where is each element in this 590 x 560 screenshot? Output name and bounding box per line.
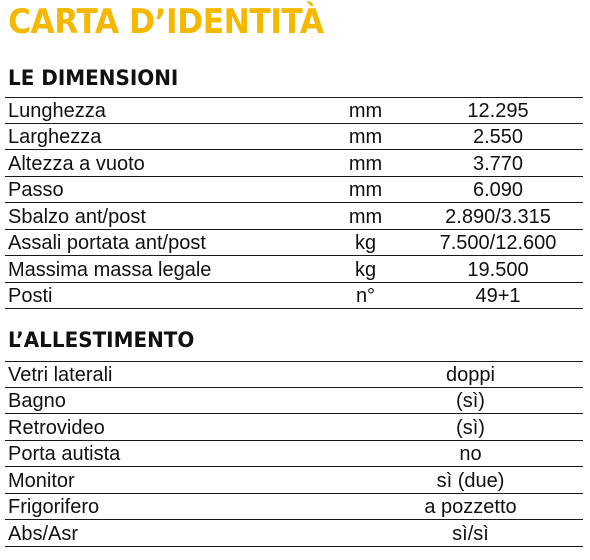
dimensions-table (5, 97, 583, 309)
row-label: Abs/Asr (8, 522, 79, 545)
row-label: Massima massa legale (8, 258, 212, 281)
table-row (5, 361, 583, 388)
row-label: Frigorifero (8, 496, 100, 518)
row-value: 12.295 (467, 99, 529, 122)
table-row (5, 177, 583, 204)
row-label: Sbalzo ant/post (8, 205, 146, 228)
row-label: Bagno (8, 390, 66, 412)
table-row (5, 150, 583, 177)
row-value: (sì) (456, 390, 485, 412)
table-row (5, 97, 583, 124)
row-value: (sì) (456, 416, 485, 439)
table-row (5, 283, 583, 310)
table-row (5, 203, 583, 230)
row-unit: mm (348, 205, 383, 228)
table-row (5, 256, 583, 283)
row-value: 19.500 (467, 258, 529, 281)
row-label: Monitor (8, 469, 75, 492)
row-label: Lunghezza (8, 99, 106, 122)
row-label: Larghezza (8, 126, 102, 148)
row-label: Retrovideo (8, 416, 105, 439)
row-unit: kg (354, 232, 377, 254)
table-row (5, 414, 583, 441)
row-label: Passo (8, 179, 64, 201)
page-title: CARTA D’IDENTITÀ (8, 2, 324, 42)
row-label: Altezza a vuoto (8, 152, 145, 175)
dimensions-heading: LE DIMENSIONI (8, 66, 179, 90)
equipment-table (5, 361, 583, 547)
row-value: 6.090 (472, 179, 524, 201)
row-value: a pozzetto (424, 496, 517, 518)
row-value: 49+1 (475, 285, 521, 307)
row-unit: mm (348, 126, 383, 148)
table-row (5, 494, 583, 521)
table-row (5, 124, 583, 151)
row-unit: kg (354, 258, 377, 281)
row-label: Assali portata ant/post (8, 232, 206, 254)
row-value: 7.500/12.600 (439, 232, 557, 254)
row-label: Porta autista (8, 443, 121, 465)
table-row (5, 441, 583, 468)
table-row (5, 230, 583, 257)
row-label: Posti (8, 285, 53, 307)
table-row (5, 388, 583, 415)
row-unit: mm (348, 152, 383, 175)
table-row (5, 467, 583, 494)
row-unit: mm (348, 99, 383, 122)
row-unit: mm (348, 179, 383, 201)
equipment-heading: L’ALLESTIMENTO (8, 328, 195, 352)
row-value: sì (due) (436, 469, 505, 492)
row-value: no (459, 443, 482, 465)
row-value: doppi (446, 363, 495, 386)
row-value: sì/sì (452, 522, 489, 545)
row-label: Vetri laterali (8, 363, 113, 386)
row-unit: n° (355, 285, 376, 307)
row-value: 2.890/3.315 (445, 205, 551, 228)
row-value: 2.550 (472, 126, 524, 148)
row-value: 3.770 (472, 152, 524, 175)
table-row (5, 520, 583, 547)
